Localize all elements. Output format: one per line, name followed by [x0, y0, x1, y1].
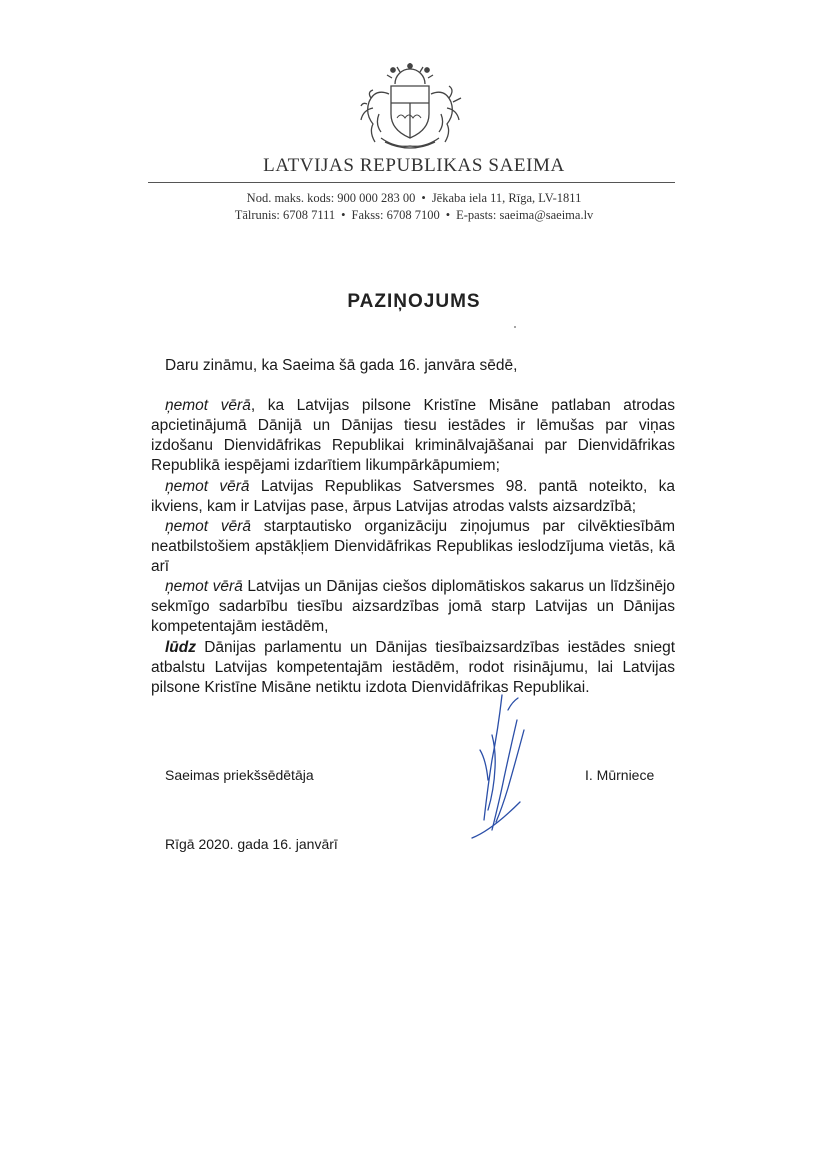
paragraph-keyword: ņemot vērā — [165, 478, 250, 495]
coat-of-arms-icon — [345, 58, 475, 154]
paragraph-text: , ka Latvijas pilsone Kristīne Misāne patlaban atrodas apcietinājumā Dānijā un Dānijas tiesu iestādes ir lēmušas par viņas izdošanu Dienvidāfrikas Republikai kriminālvajāšanai par Dienvidāfrikas Republikā iespējami izdarītiem likumpārkāpumiem; — [151, 397, 675, 474]
contact-line-2 — [0, 208, 828, 223]
address: Jēkaba iela 11, Rīga, LV-1811 — [431, 191, 582, 205]
intro-line: Daru zināmu, ka Saeima šā gada 16. janvāra sēdē, — [165, 357, 518, 374]
place-and-date: Rīgā 2020. gada 16. janvārī — [165, 836, 338, 852]
email: E-pasts: saeima@saeima.lv — [456, 208, 594, 222]
registration-code: Nod. maks. kods: 900 000 283 00 — [246, 191, 416, 205]
paragraph-keyword: lūdz — [165, 639, 196, 656]
institution-name: LATVIJAS REPUBLIKAS SAEIMA — [263, 155, 565, 176]
body-paragraph-2 — [151, 477, 675, 517]
paragraph-text: starptautisko organizāciju ziņojumus par cilvēktiesībām neatbilstošiem apstākļiem Dienvidāfrikas Republikas ieslodzījuma vietās, kā arī — [151, 518, 675, 575]
body-paragraph-1 — [151, 396, 675, 476]
body-paragraph-3 — [151, 517, 675, 577]
scan-speck — [514, 326, 516, 328]
body-paragraph-4 — [151, 577, 675, 637]
body-paragraph-5 — [151, 638, 675, 698]
handwritten-signature — [462, 690, 547, 845]
document-title: PAZIŅOJUMS — [347, 291, 481, 312]
paragraph-keyword: ņemot vērā — [165, 578, 243, 595]
signatory-title: Saeimas priekšsēdētāja — [165, 767, 314, 783]
paragraph-keyword: ņemot vērā — [165, 397, 251, 414]
phone: Tālrunis: 6708 7111 — [234, 208, 336, 222]
paragraph-text: Latvijas un Dānijas ciešos diplomātiskos sakarus un līdzšinējo sekmīgo sadarbību tiesību aizsardzības jomā starp Latvijas un Dānijas kompetentajām iestādēm, — [151, 578, 675, 635]
bullet: • — [445, 208, 451, 222]
paragraph-text: Latvijas Republikas Satversmes 98. pantā noteikto, ka ikviens, kam ir Latvijas pase, ārpus Latvijas atrodas valsts aizsardzībā; — [151, 478, 675, 515]
bullet: • — [341, 208, 346, 222]
paragraph-keyword: ņemot vērā — [165, 518, 252, 535]
header-divider — [148, 182, 675, 183]
signatory-name: I. Mūrniece — [585, 767, 655, 783]
bullet: • — [421, 191, 426, 205]
contact-line-1 — [0, 191, 828, 206]
paragraph-text: Dānijas parlamentu un Dānijas tiesībaizsardzības iestādes sniegt atbalstu Latvijas kompetentajām iestādēm, rodot risinājumu, lai Latvijas pilsone Kristīne Misāne netiktu izdota Dienvidāfrikas Republikai. — [151, 639, 675, 696]
fax: Fakss: 6708 7100 — [351, 208, 440, 222]
